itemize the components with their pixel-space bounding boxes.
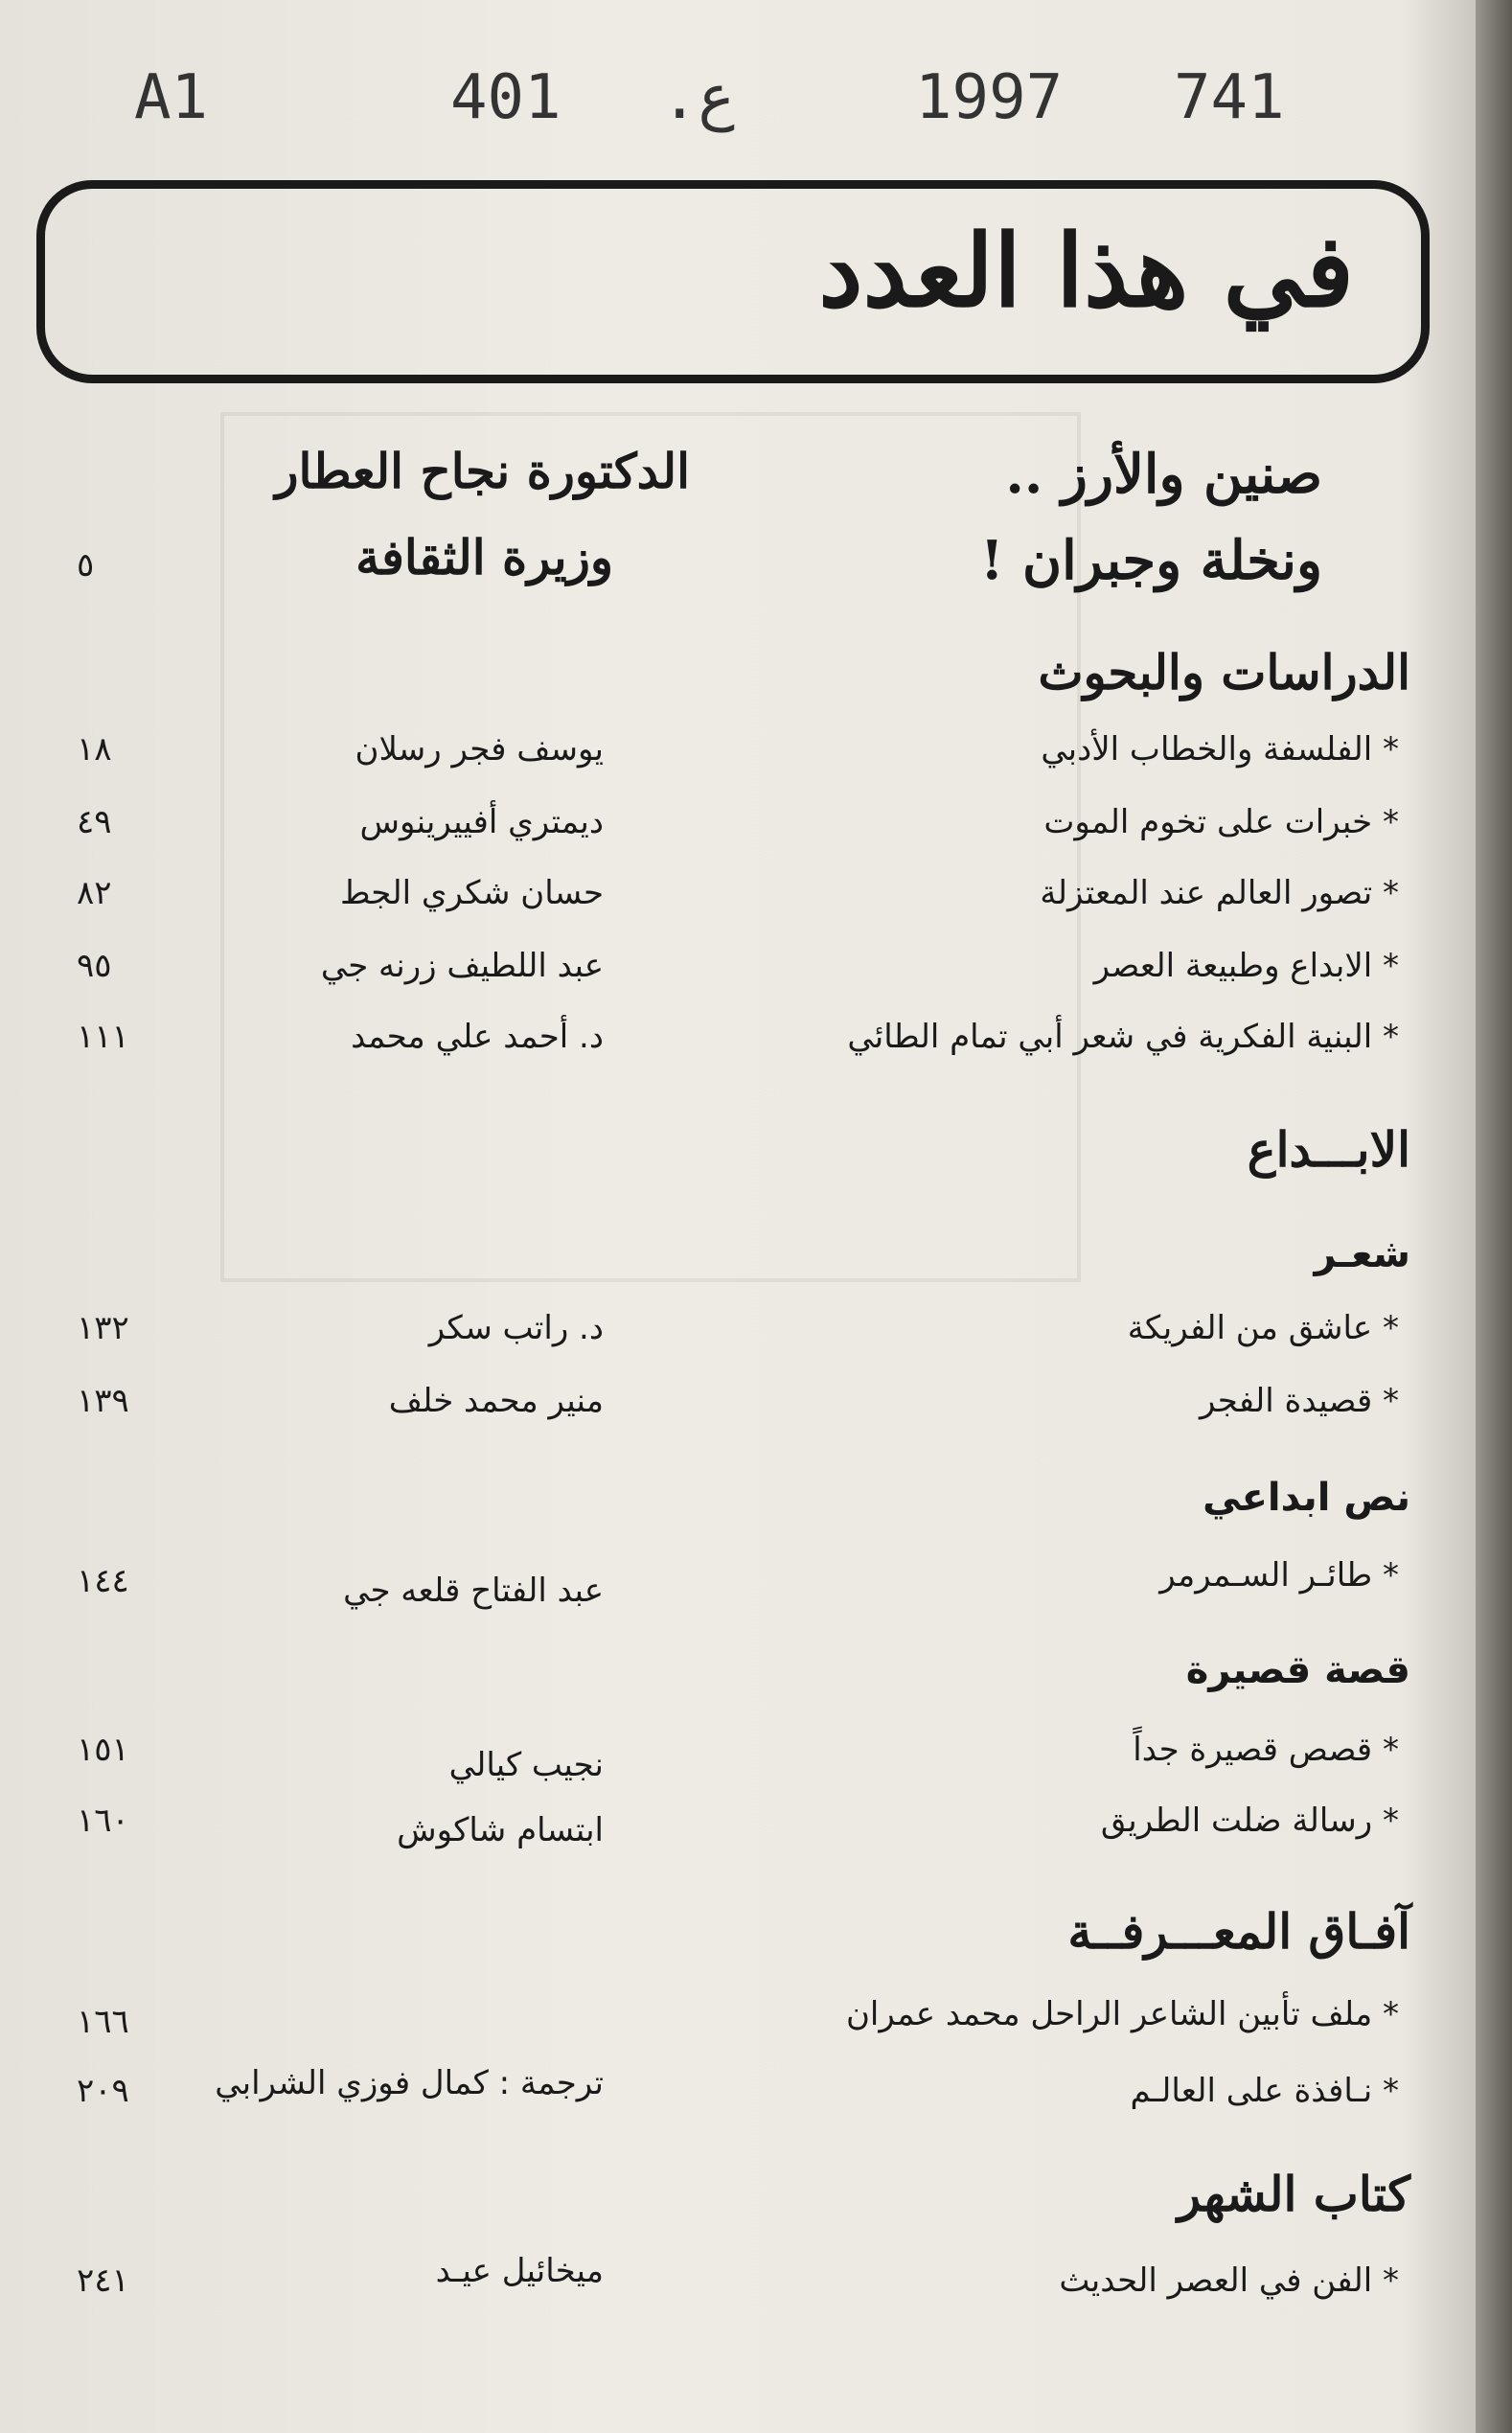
toc-item-page: ١١١ <box>77 1018 129 1056</box>
lead-title-line2: ونخلة وجبران ! <box>979 529 1322 592</box>
section-heading-studies: الدراسات والبحوث <box>1038 644 1410 700</box>
toc-item-author: يوسف فجر رسلان <box>355 730 604 769</box>
toc-item-page: ١٤٤ <box>77 1562 129 1600</box>
lead-author-role: وزيرة الثقافة <box>355 529 613 585</box>
handwritten-number: 401 <box>450 62 561 133</box>
toc-item-page: ٤٩ <box>77 803 112 841</box>
toc-item-page: ٨٢ <box>77 874 112 912</box>
toc-item-author: ميخائيل عيـد <box>435 2252 604 2290</box>
toc-item-author: نجيب كيالي <box>448 1746 604 1784</box>
section-heading-book: كتاب الشهر <box>1178 2166 1410 2222</box>
toc-item-page: ١٦٠ <box>77 1802 129 1840</box>
lead-page-number: ٥ <box>77 546 95 585</box>
section-heading-horizons: آفـاق المعـــرفــة <box>1067 1903 1410 1960</box>
toc-item-title: * نـافذة على العالـم <box>1130 2072 1399 2110</box>
subsection-heading-creative-text: نص ابداعي <box>1203 1476 1410 1520</box>
toc-item-title: * خبرات على تخوم الموت <box>1043 803 1399 841</box>
toc-item-title: * رسالة ضلت الطريق <box>1100 1802 1399 1840</box>
handwritten-year: 1997 <box>915 62 1064 133</box>
bleed-through-frame <box>220 412 1081 1282</box>
lead-author: الدكتورة نجاح العطار <box>275 443 690 499</box>
page-edge-shadow <box>1476 0 1512 2433</box>
toc-item-page: ١٥١ <box>77 1731 129 1769</box>
toc-item-title: * ملف تأبين الشاعر الراحل محمد عمران <box>845 1995 1399 2033</box>
toc-item-author: ابتسام شاكوش <box>397 1811 604 1849</box>
toc-item-author: ترجمة : كمال فوزي الشرابي <box>215 2064 604 2102</box>
title-frame <box>36 180 1430 383</box>
toc-item-title: * البنية الفكرية في شعر أبي تمام الطائي <box>847 1018 1399 1056</box>
toc-item-author: حسان شكري الجط <box>340 874 604 912</box>
toc-item-title: * طائـر السـمرمر <box>1159 1556 1399 1595</box>
toc-item-title: * الابداع وطبيعة العصر <box>1093 947 1399 985</box>
toc-item-title: * عاشق من الفريكة <box>1127 1309 1399 1347</box>
toc-item-author: عبد الفتاح قلعه جي <box>343 1572 604 1610</box>
handwritten-code: A1 <box>134 62 209 133</box>
toc-item-page: ١٣٢ <box>77 1309 129 1347</box>
toc-item-page: ٢٠٩ <box>77 2072 129 2110</box>
subsection-heading-short-story: قصة قصيرة <box>1185 1648 1410 1692</box>
handwritten-ref: 741 <box>1174 62 1285 133</box>
lead-title-line1: صنين والأرز .. <box>1005 443 1322 506</box>
toc-item-author: د. أحمد علي محمد <box>351 1018 604 1056</box>
toc-item-page: ٢٤١ <box>77 2261 129 2300</box>
handwritten-letter: .ع <box>661 62 736 133</box>
toc-item-page: ١٦٦ <box>77 2003 129 2041</box>
toc-item-title: * قصص قصيرة جداً <box>1133 1731 1399 1769</box>
toc-item-author: عبد اللطيف زرنه جي <box>320 947 604 985</box>
toc-item-title: * قصيدة الفجر <box>1200 1382 1399 1420</box>
section-heading-creativity: الابـــداع <box>1247 1121 1410 1178</box>
toc-item-title: * الفن في العصر الحديث <box>1059 2261 1399 2300</box>
handwritten-note <box>0 53 1476 158</box>
toc-item-page: ١٣٩ <box>77 1382 129 1420</box>
toc-item-page: ١٨ <box>77 730 112 769</box>
toc-item-author: د. راتب سكر <box>428 1309 604 1347</box>
subsection-heading-poetry: شعـر <box>1314 1232 1410 1276</box>
toc-item-title: * الفلسفة والخطاب الأدبي <box>1041 730 1399 769</box>
page-title: في هذا العدد <box>818 212 1354 330</box>
toc-item-author: ديمتري أفييرينوس <box>359 803 604 841</box>
toc-item-page: ٩٥ <box>77 947 112 985</box>
toc-item-title: * تصور العالم عند المعتزلة <box>1040 874 1399 912</box>
toc-item-author: منير محمد خلف <box>388 1382 604 1420</box>
